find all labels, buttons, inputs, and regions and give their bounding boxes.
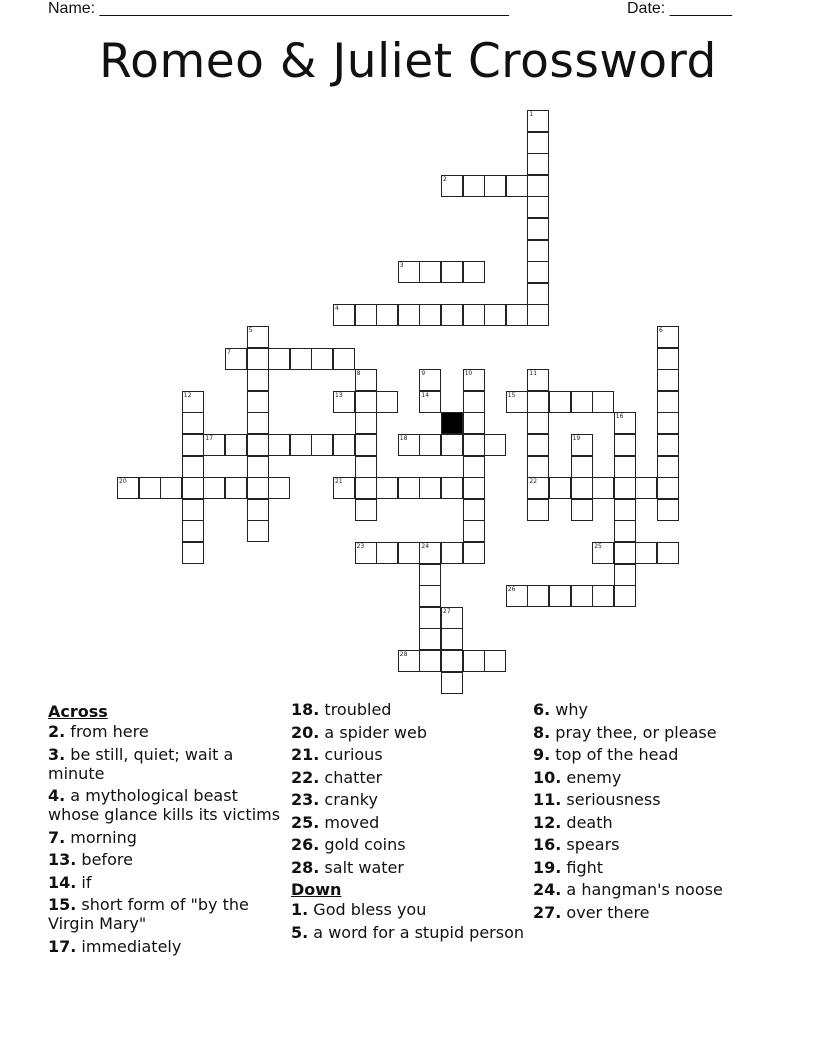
clue-text: spears xyxy=(561,835,620,854)
grid-cell[interactable] xyxy=(333,348,355,370)
clue-text: top of the head xyxy=(550,745,679,764)
clue-number-label: 22 xyxy=(529,478,538,486)
clue-number: 5. xyxy=(291,922,309,942)
grid-cell[interactable] xyxy=(398,261,420,283)
clue-text: short form of "by the Virgin Mary" xyxy=(48,895,249,933)
grid-cell[interactable] xyxy=(419,564,441,586)
grid-cell[interactable] xyxy=(441,175,463,197)
clue-text: chatter xyxy=(319,767,383,787)
clue-item xyxy=(291,858,531,877)
grid-cell[interactable] xyxy=(419,434,441,456)
clue-item xyxy=(291,700,531,719)
grid-cell[interactable] xyxy=(614,585,636,607)
grid-cell[interactable] xyxy=(614,499,636,521)
clue-number: 8. xyxy=(533,722,551,742)
clue-item xyxy=(48,722,288,741)
grid-cell[interactable] xyxy=(419,650,441,672)
clue-number-label: 27 xyxy=(443,607,451,615)
grid-cell[interactable] xyxy=(441,304,463,326)
clue-column-3 xyxy=(533,700,773,925)
grid-cell[interactable] xyxy=(527,240,549,262)
grid-cell[interactable] xyxy=(463,175,485,197)
clue-item xyxy=(291,723,531,742)
clue-number-label: 20 xyxy=(119,478,127,486)
grid-cell[interactable] xyxy=(527,132,549,154)
clue-number: 21. xyxy=(291,745,320,764)
grid-cell[interactable] xyxy=(614,542,636,564)
clue-text: immediately xyxy=(76,936,182,956)
clue-item xyxy=(291,923,531,942)
clue-number-label: 15 xyxy=(507,391,516,399)
down-clue-list-continued xyxy=(533,700,773,922)
grid-cell[interactable] xyxy=(549,585,571,607)
grid-cell[interactable] xyxy=(463,650,485,672)
grid-cell[interactable] xyxy=(419,477,441,499)
grid-cell[interactable] xyxy=(527,261,549,283)
clue-number-label: 5 xyxy=(248,327,253,334)
clue-number-label: 12 xyxy=(183,391,192,399)
grid-cell[interactable] xyxy=(376,304,398,326)
clue-text: fight xyxy=(561,857,604,877)
grid-cell[interactable] xyxy=(527,499,549,521)
grid-cell[interactable] xyxy=(463,520,485,542)
clue-number-label: 10 xyxy=(464,370,473,378)
grid-cell[interactable] xyxy=(527,175,549,197)
grid-cell[interactable] xyxy=(419,369,441,391)
grid-cell[interactable] xyxy=(614,456,636,478)
clue-number-label: 28 xyxy=(399,651,408,658)
grid-cell[interactable] xyxy=(527,585,549,607)
clue-number-label: 25 xyxy=(594,543,602,550)
clue-item xyxy=(48,895,288,933)
grid-cell[interactable] xyxy=(355,542,377,564)
grid-cell[interactable] xyxy=(527,456,549,478)
clue-number-label: 7 xyxy=(227,348,231,356)
grid-cell[interactable] xyxy=(571,456,593,478)
grid-cell[interactable] xyxy=(484,304,506,326)
clue-number: 6. xyxy=(533,700,551,719)
clue-number: 17. xyxy=(48,936,77,956)
grid-cell[interactable] xyxy=(657,477,679,499)
clue-number: 28. xyxy=(291,857,320,877)
clue-number: 20. xyxy=(291,722,320,742)
grid-cell[interactable] xyxy=(182,520,204,542)
clue-number: 4. xyxy=(48,786,66,805)
clue-number: 14. xyxy=(48,872,77,892)
across-clue-list xyxy=(48,722,288,956)
clue-number-label: 9 xyxy=(421,370,426,378)
grid-cell[interactable] xyxy=(614,564,636,586)
grid-cell[interactable] xyxy=(441,261,463,283)
grid-cell[interactable] xyxy=(441,434,463,456)
clue-number-label: 14 xyxy=(421,391,430,399)
clue-item xyxy=(533,723,773,742)
clue-item xyxy=(291,745,531,764)
grid-cell[interactable] xyxy=(419,628,441,650)
clue-text: be still, quiet; wait a minute xyxy=(48,744,234,783)
grid-cell[interactable] xyxy=(506,175,528,197)
grid-cell[interactable] xyxy=(160,477,182,499)
grid-cell[interactable] xyxy=(549,477,571,499)
grid-cell[interactable] xyxy=(571,585,593,607)
clue-number: 25. xyxy=(291,812,320,832)
clue-text: a word for a stupid person xyxy=(308,922,525,942)
grid-cell[interactable] xyxy=(247,369,269,391)
clue-text: over there xyxy=(561,902,650,922)
grid-cell[interactable] xyxy=(614,434,636,456)
clue-number-label: 6 xyxy=(659,327,663,334)
grid-cell[interactable] xyxy=(355,391,377,413)
grid-cell[interactable] xyxy=(398,434,420,456)
grid-cell[interactable] xyxy=(290,434,312,456)
clue-number-label: 19 xyxy=(572,435,581,442)
clue-item xyxy=(48,873,288,892)
grid-cell[interactable] xyxy=(635,542,657,564)
clue-number: 16. xyxy=(533,835,562,854)
clue-number: 2. xyxy=(48,722,66,741)
grid-cell[interactable] xyxy=(139,477,161,499)
grid-cell[interactable] xyxy=(333,304,355,326)
grid-cell[interactable] xyxy=(506,585,528,607)
across-clue-list-continued xyxy=(291,700,531,877)
grid-cell[interactable] xyxy=(527,369,549,391)
clue-text: cranky xyxy=(319,790,378,809)
grid-cell[interactable] xyxy=(355,412,377,434)
grid-cell[interactable] xyxy=(527,283,549,305)
grid-cell[interactable] xyxy=(635,477,657,499)
grid-cell[interactable] xyxy=(117,477,139,499)
grid-cell[interactable] xyxy=(441,628,463,650)
clue-item xyxy=(291,835,531,854)
grid-cell[interactable] xyxy=(419,304,441,326)
grid-cell[interactable] xyxy=(247,477,269,499)
grid-cell[interactable] xyxy=(376,542,398,564)
grid-cell[interactable] xyxy=(527,196,549,218)
clue-text: gold coins xyxy=(319,835,406,854)
grid-cell[interactable] xyxy=(506,391,528,413)
grid-cell[interactable] xyxy=(484,434,506,456)
clue-item xyxy=(291,790,531,809)
grid-cell[interactable] xyxy=(419,585,441,607)
grid-cell[interactable] xyxy=(592,542,614,564)
clue-item xyxy=(533,880,773,899)
grid-cell[interactable] xyxy=(333,477,355,499)
grid-cell[interactable] xyxy=(355,304,377,326)
grid-cell[interactable] xyxy=(355,499,377,521)
grid-cell[interactable] xyxy=(571,391,593,413)
clue-number: 7. xyxy=(48,827,66,847)
grid-cell[interactable] xyxy=(657,412,679,434)
clue-text: a spider web xyxy=(319,722,428,742)
grid-cell[interactable] xyxy=(182,477,204,499)
clue-text: a hangman's noose xyxy=(561,880,723,899)
clue-text: moved xyxy=(319,812,380,832)
grid-cell[interactable] xyxy=(419,391,441,413)
page-title: Romeo & Juliet Crossword xyxy=(99,34,717,89)
grid-cell[interactable] xyxy=(419,542,441,564)
grid-cell[interactable] xyxy=(463,261,485,283)
grid-cell[interactable] xyxy=(527,110,549,132)
grid-cell[interactable] xyxy=(549,391,571,413)
clue-number-label: 26 xyxy=(507,586,516,594)
clue-number-label: 18 xyxy=(399,435,408,442)
grid-cell[interactable] xyxy=(182,434,204,456)
clue-item xyxy=(533,790,773,809)
clue-text: morning xyxy=(65,827,137,847)
grid-cell[interactable] xyxy=(463,412,485,434)
grid-cell[interactable] xyxy=(398,477,420,499)
grid-cell[interactable] xyxy=(657,499,679,521)
clue-number-label: 16 xyxy=(615,413,624,421)
grid-cell[interactable] xyxy=(614,412,636,434)
grid-cell[interactable] xyxy=(463,542,485,564)
clue-number-label: 11 xyxy=(529,370,538,378)
grid-cell[interactable] xyxy=(182,542,204,564)
grid-cell[interactable] xyxy=(441,477,463,499)
clue-number: 12. xyxy=(533,812,562,832)
grid-cell[interactable] xyxy=(225,477,247,499)
grid-cell[interactable] xyxy=(484,175,506,197)
clue-number: 19. xyxy=(533,857,562,877)
grid-cell[interactable] xyxy=(592,391,614,413)
clue-text: before xyxy=(76,850,133,869)
grid-cell[interactable] xyxy=(398,650,420,672)
grid-cell[interactable] xyxy=(463,499,485,521)
grid-cell[interactable] xyxy=(268,348,290,370)
grid-cell[interactable] xyxy=(311,348,333,370)
grid-cell[interactable] xyxy=(225,434,247,456)
grid-cell[interactable] xyxy=(398,542,420,564)
down-heading: Down xyxy=(291,880,342,899)
clue-number-label: 3 xyxy=(399,262,404,270)
grid-cell[interactable] xyxy=(247,456,269,478)
grid-cell[interactable] xyxy=(592,585,614,607)
grid-cell[interactable] xyxy=(571,477,593,499)
grid-cell[interactable] xyxy=(355,434,377,456)
clue-number-label: 23 xyxy=(356,543,365,550)
clue-number: 26. xyxy=(291,835,320,854)
grid-cell[interactable] xyxy=(657,456,679,478)
clue-number-label: 24 xyxy=(421,543,430,550)
clue-item xyxy=(533,903,773,922)
grid-cell[interactable] xyxy=(484,650,506,672)
grid-cell[interactable] xyxy=(182,499,204,521)
grid-cell[interactable] xyxy=(657,326,679,348)
clue-number: 23. xyxy=(291,790,320,809)
clue-number-label: 17 xyxy=(205,435,214,442)
grid-cell[interactable] xyxy=(657,369,679,391)
grid-cell[interactable] xyxy=(290,348,312,370)
grid-cell[interactable] xyxy=(657,348,679,370)
grid-cell[interactable] xyxy=(376,391,398,413)
clue-number: 3. xyxy=(48,744,66,764)
clue-item xyxy=(48,937,288,956)
clue-text: enemy xyxy=(561,767,622,787)
clue-number-label: 4 xyxy=(335,305,339,313)
grid-cell[interactable] xyxy=(592,477,614,499)
grid-cell[interactable] xyxy=(333,391,355,413)
grid-cell[interactable] xyxy=(268,434,290,456)
clue-number-label: 2 xyxy=(443,175,447,183)
grid-cell[interactable] xyxy=(571,499,593,521)
clue-number: 24. xyxy=(533,880,562,899)
black-grid-cell xyxy=(441,412,463,434)
clue-text: curious xyxy=(319,745,383,764)
grid-cell[interactable] xyxy=(527,434,549,456)
clue-text: pray thee, or please xyxy=(550,722,717,742)
clue-text: if xyxy=(76,872,92,892)
clue-item xyxy=(291,813,531,832)
grid-cell[interactable] xyxy=(571,434,593,456)
grid-cell[interactable] xyxy=(182,456,204,478)
grid-cell[interactable] xyxy=(527,412,549,434)
clue-number-label: 8 xyxy=(356,370,361,378)
grid-cell[interactable] xyxy=(657,391,679,413)
down-clue-list xyxy=(291,900,531,942)
grid-cell[interactable] xyxy=(247,412,269,434)
clue-number: 11. xyxy=(533,790,562,809)
grid-cell[interactable] xyxy=(419,607,441,629)
clue-text: a mythological beast whose glance kills its victims xyxy=(48,786,281,824)
grid-cell[interactable] xyxy=(268,477,290,499)
clue-item xyxy=(533,835,773,854)
clue-number: 22. xyxy=(291,767,320,787)
clue-item xyxy=(291,900,531,919)
clue-text: God bless you xyxy=(308,900,427,919)
clue-number-label: 1 xyxy=(529,111,534,118)
clue-item xyxy=(48,745,288,783)
grid-cell[interactable] xyxy=(355,456,377,478)
clue-column-1 xyxy=(48,700,288,959)
grid-cell[interactable] xyxy=(506,304,528,326)
grid-cell[interactable] xyxy=(247,434,269,456)
grid-cell[interactable] xyxy=(463,391,485,413)
clue-text: from here xyxy=(65,722,149,741)
clue-item xyxy=(533,813,773,832)
grid-cell[interactable] xyxy=(182,412,204,434)
clue-column-2 xyxy=(291,700,531,945)
grid-cell[interactable] xyxy=(441,542,463,564)
grid-cell[interactable] xyxy=(247,520,269,542)
clue-item xyxy=(533,745,773,764)
grid-cell[interactable] xyxy=(463,304,485,326)
grid-cell[interactable] xyxy=(527,304,549,326)
clue-item xyxy=(48,828,288,847)
clue-number: 27. xyxy=(533,902,562,922)
grid-cell[interactable] xyxy=(355,477,377,499)
clue-number: 10. xyxy=(533,767,562,787)
grid-cell[interactable] xyxy=(203,434,225,456)
grid-cell[interactable] xyxy=(527,391,549,413)
grid-cell[interactable] xyxy=(376,477,398,499)
grid-cell[interactable] xyxy=(614,520,636,542)
grid-cell[interactable] xyxy=(463,369,485,391)
grid-cell[interactable] xyxy=(182,391,204,413)
grid-cell[interactable] xyxy=(463,456,485,478)
grid-cell[interactable] xyxy=(311,434,333,456)
clue-text: troubled xyxy=(319,700,392,719)
clue-item xyxy=(48,850,288,869)
grid-cell[interactable] xyxy=(419,261,441,283)
grid-cell[interactable] xyxy=(225,348,247,370)
clue-item xyxy=(533,858,773,877)
clue-number-label: 13 xyxy=(335,391,343,399)
clue-text: why xyxy=(550,700,588,719)
grid-cell[interactable] xyxy=(203,477,225,499)
grid-cell[interactable] xyxy=(441,672,463,694)
clue-item xyxy=(291,768,531,787)
clue-number: 9. xyxy=(533,745,551,764)
grid-cell[interactable] xyxy=(463,477,485,499)
grid-cell[interactable] xyxy=(247,348,269,370)
clue-item xyxy=(48,786,288,824)
grid-cell[interactable] xyxy=(355,369,377,391)
grid-cell[interactable] xyxy=(247,326,269,348)
grid-cell[interactable] xyxy=(247,499,269,521)
clue-number: 1. xyxy=(291,900,309,919)
grid-cell[interactable] xyxy=(527,218,549,240)
clue-number: 13. xyxy=(48,850,77,869)
grid-cell[interactable] xyxy=(333,434,355,456)
clue-item xyxy=(533,700,773,719)
name-field-label: Name: ______________________________________________ xyxy=(48,0,509,17)
grid-cell[interactable] xyxy=(527,153,549,175)
clue-number-label: 21 xyxy=(335,478,343,486)
across-heading: Across xyxy=(48,702,108,721)
clue-text: salt water xyxy=(319,857,404,877)
grid-cell[interactable] xyxy=(614,477,636,499)
grid-cell[interactable] xyxy=(398,304,420,326)
clue-number: 18. xyxy=(291,700,320,719)
clue-number: 15. xyxy=(48,895,77,914)
grid-cell[interactable] xyxy=(441,607,463,629)
clue-text: death xyxy=(561,812,613,832)
grid-cell[interactable] xyxy=(247,391,269,413)
clue-text: seriousness xyxy=(561,790,661,809)
grid-cell[interactable] xyxy=(441,650,463,672)
grid-cell[interactable] xyxy=(463,434,485,456)
grid-cell[interactable] xyxy=(657,434,679,456)
grid-cell[interactable] xyxy=(527,477,549,499)
grid-cell[interactable] xyxy=(657,542,679,564)
clue-item xyxy=(533,768,773,787)
date-field-label: Date: _______ xyxy=(627,0,732,17)
